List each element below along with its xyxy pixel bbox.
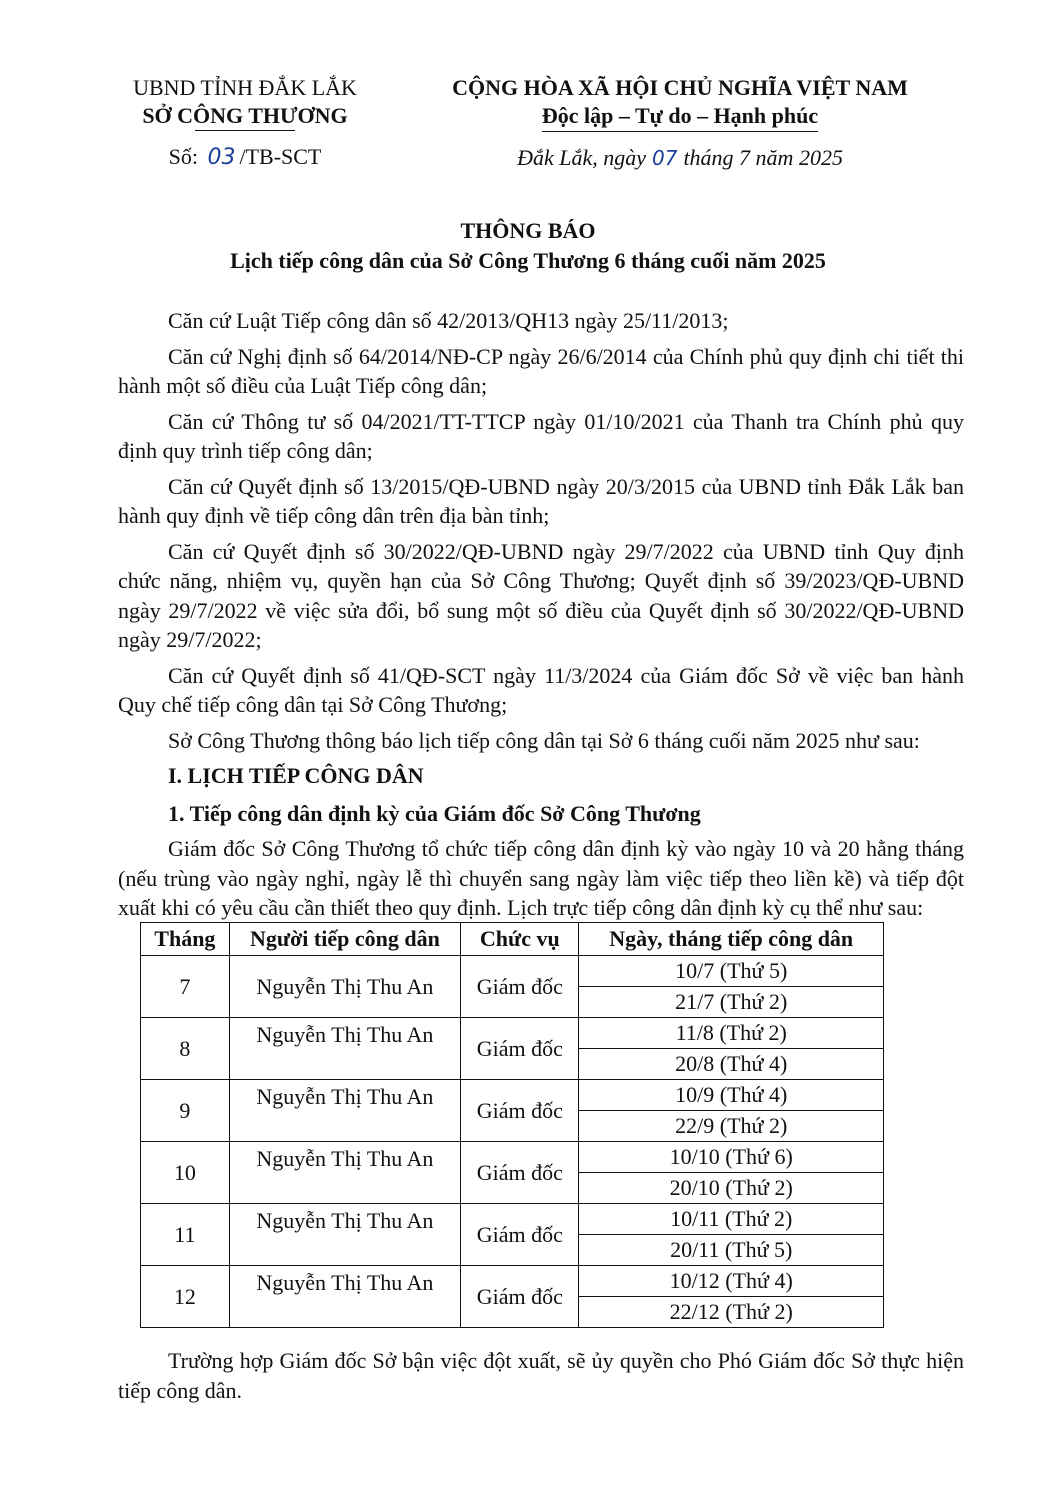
document-type: THÔNG BÁO [460, 218, 596, 243]
cell-role: Giám đốc [461, 1266, 579, 1328]
cell-date: 10/12 (Thứ 4) [579, 1266, 884, 1297]
cell-date: 22/12 (Thứ 2) [579, 1297, 884, 1328]
cell-role: Giám đốc [461, 1080, 579, 1142]
schedule-table [140, 922, 884, 1328]
cell-role: Giám đốc [461, 1018, 579, 1080]
paragraph: Căn cứ Luật Tiếp công dân số 42/2013/QH13 ngày 25/11/2013; [168, 308, 729, 333]
table-row [141, 1142, 884, 1173]
cell-date: 11/8 (Thứ 2) [579, 1018, 884, 1049]
cell-person: Nguyễn Thị Thu An [229, 1204, 460, 1266]
table-header-row [141, 923, 884, 956]
document-title-block [100, 216, 956, 276]
cell-date: 10/7 (Thứ 5) [579, 956, 884, 987]
cell-date: 10/9 (Thứ 4) [579, 1080, 884, 1111]
document-number-prefix: Số: [168, 144, 198, 169]
issuer-block [100, 74, 390, 172]
issuer-department: SỞ CÔNG THƯƠNG [142, 103, 348, 128]
document-body [118, 306, 964, 929]
paragraph: Căn cứ Nghị định số 64/2014/NĐ-CP ngày 26/6/2014 của Chính phủ quy định chi tiết thi hành một số điều của Luật Tiếp công dân; [118, 343, 964, 398]
table-row [141, 1204, 884, 1235]
cell-date: 22/9 (Thứ 2) [579, 1111, 884, 1142]
column-header: Ngày, tháng tiếp công dân [579, 923, 884, 956]
national-header [410, 74, 950, 172]
cell-person: Nguyễn Thị Thu An [229, 1018, 460, 1080]
cell-date: 21/7 (Thứ 2) [579, 987, 884, 1018]
cell-role: Giám đốc [461, 1142, 579, 1204]
cell-month: 11 [141, 1204, 230, 1266]
cell-month: 12 [141, 1266, 230, 1328]
cell-person: Nguyễn Thị Thu An [229, 956, 460, 1018]
section-heading: I. LỊCH TIẾP CÔNG DÂN [168, 763, 424, 788]
issuer-underline [195, 130, 295, 131]
cell-person: Nguyễn Thị Thu An [229, 1080, 460, 1142]
document-date-day: 07 [651, 146, 678, 170]
document-date [410, 144, 950, 172]
document-subject: Lịch tiếp công dân của Sở Công Thương 6 tháng cuối năm 2025 [230, 248, 826, 273]
cell-month: 8 [141, 1018, 230, 1080]
column-header: Tháng [141, 923, 230, 956]
document-date-prefix: Đắk Lắk, ngày [517, 145, 646, 170]
paragraph: Căn cứ Thông tư số 04/2021/TT-TTCP ngày 01/10/2021 của Thanh tra Chính phủ quy định quy trình tiếp công dân; [118, 408, 964, 463]
column-header: Người tiếp công dân [229, 923, 460, 956]
paragraph: Sở Công Thương thông báo lịch tiếp công dân tại Sở 6 tháng cuối năm 2025 như sau: [168, 727, 920, 753]
table-row [141, 1018, 884, 1049]
closing-paragraph: Trường hợp Giám đốc Sở bận việc đột xuất, sẽ ủy quyền cho Phó Giám đốc Sở thực hiện tiếp công dân. [118, 1348, 964, 1403]
closing-block [118, 1346, 964, 1405]
table-row [141, 1266, 884, 1297]
cell-date: 20/10 (Thứ 2) [579, 1173, 884, 1204]
document-number-suffix: /TB-SCT [239, 144, 322, 169]
cell-date: 20/11 (Thứ 5) [579, 1235, 884, 1266]
table-row [141, 1080, 884, 1111]
table-row [141, 956, 884, 987]
cell-month: 10 [141, 1142, 230, 1204]
cell-date: 10/11 (Thứ 2) [579, 1204, 884, 1235]
cell-date: 20/8 (Thứ 4) [579, 1049, 884, 1080]
national-motto: Độc lập – Tự do – Hạnh phúc [542, 102, 818, 132]
document-date-suffix: tháng 7 năm 2025 [683, 145, 843, 170]
cell-month: 7 [141, 956, 230, 1018]
cell-person: Nguyễn Thị Thu An [229, 1142, 460, 1204]
cell-role: Giám đốc [461, 956, 579, 1018]
cell-role: Giám đốc [461, 1204, 579, 1266]
paragraph: Căn cứ Quyết định số 41/QĐ-SCT ngày 11/3/2024 của Giám đốc Sở về việc ban hành Quy chế tiếp công dân tại Sở Công Thương; [118, 662, 964, 717]
paragraph: Giám đốc Sở Công Thương tổ chức tiếp công dân định kỳ vào ngày 10 và 20 hằng tháng (nếu trùng vào ngày nghỉ, ngày lễ thì chuyển sang ngày làm việc tiếp theo liền kề) và tiếp đột xuất khi có yêu cầu cần thiết theo quy định. Lịch trực tiếp công dân định kỳ cụ thể như sau: [118, 836, 964, 920]
paragraph: Căn cứ Quyết định số 13/2015/QĐ-UBND ngày 20/3/2015 của UBND tỉnh Đắk Lắk ban hành quy định về tiếp công dân trên địa bàn tỉnh; [118, 473, 964, 528]
national-title: CỘNG HÒA XÃ HỘI CHỦ NGHĨA VIỆT NAM [452, 75, 908, 100]
subsection-heading: 1. Tiếp công dân định kỳ của Giám đốc Sở Công Thương [168, 800, 701, 826]
document-number-value: 03 [207, 145, 236, 170]
paragraph: Căn cứ Quyết định số 30/2022/QĐ-UBND ngày 29/7/2022 của UBND tỉnh Quy định chức năng, nhiệm vụ, quyền hạn của Sở Công Thương; Quyết định số 39/2023/QĐ-UBND ngày 29/7/2022 về việc sửa đổi, bổ sung một số điều của Quyết định số 30/2022/QĐ-UBND ngày 29/7/2022; [118, 538, 964, 652]
cell-person: Nguyễn Thị Thu An [229, 1266, 460, 1328]
column-header: Chức vụ [461, 923, 579, 956]
cell-date: 10/10 (Thứ 6) [579, 1142, 884, 1173]
issuer-province: UBND TỈNH ĐẮK LẮK [133, 75, 357, 100]
document-number [100, 143, 390, 172]
cell-month: 9 [141, 1080, 230, 1142]
